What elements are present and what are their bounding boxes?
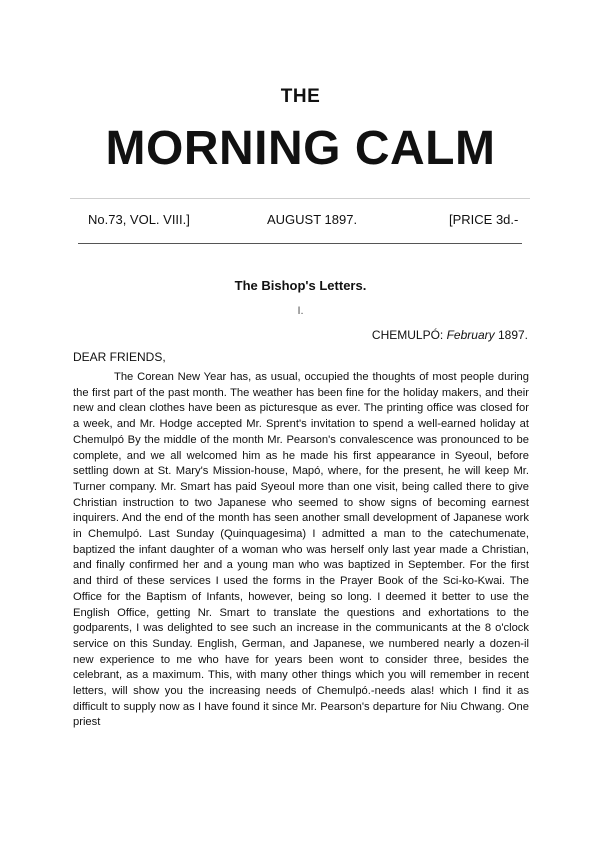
- salutation: DEAR FRIENDS,: [73, 350, 166, 364]
- issue-number: No.73, VOL. VIII.]: [88, 212, 190, 227]
- dateline: [372, 328, 528, 342]
- issue-price: [PRICE 3d.-: [449, 212, 519, 227]
- issue-divider: [78, 243, 522, 244]
- issue-date: AUGUST 1897.: [267, 212, 358, 227]
- dateline-place: CHEMULPÓ:: [371, 328, 444, 342]
- masthead-title: MORNING CALM: [105, 122, 496, 175]
- masthead-the: THE: [280, 86, 321, 107]
- issue-line: [88, 212, 528, 230]
- masthead-divider: [70, 198, 530, 199]
- letter-number: I.: [297, 305, 304, 317]
- dateline-year: 1897.: [497, 328, 528, 342]
- letter-body: The Corean New Year has, as usual, occupied the thoughts of most people during the first part of the past month. The weather has been fine for the holiday makers, and their new and clean clothes have been as picturesque as ever. The printing office was closed for a week, and Mr. Hodge accepted Mr. Sprent's invitation to spend a well-earned holiday at Chemulpó By the middle of the month Mr. Pearson's convalescence was pronounced to be complete, and we all welcomed him as he made his first appearance in Syeoul, before settling down at St. Mary's Mission-house, Mapó, where, for the present, he will keep Mr. Turner company. Mr. Smart has paid Syeoul more than one visit, being called there to give Christian instruction to two Japanese who seemed to show signs of becoming earnest inquirers. And the end of the month has seen another small development of Japanese work in Chemulpó. Last Sunday (Quinquagesima) I admitted a man to the catechumenate, baptized the infant daughter of a woman who was herself only last year made a Christian, and finally confirmed her and a young man who was baptized in September. For the first and third of these services I used the forms in the Prayer Book of the Sci-ko-Kwai. The Office for the Baptism of Infants, however, being so long. I deemed it better to use the English Office, getting Nr. Smart to translate the questions and exhortations to the godparents, I was delighted to see such an increase in the communicants at the 8 o'clock service on this Sunday. English, German, and Japanese, we numbered nearly a dozen-il new experience to me who have for years been wont to consider three, besides the celebrant, as a maximum. This, with many other things which you will remember in recent letters, will show you the increasing needs of Chemulpó.-needs alas! which I find it as difficult to supply now as I have found it since Mr. Pearson's departure for Niu Chwang. One priest: [73, 371, 529, 729]
- article-title: The Bishop's Letters.: [234, 278, 367, 293]
- dateline-month: February: [446, 328, 495, 342]
